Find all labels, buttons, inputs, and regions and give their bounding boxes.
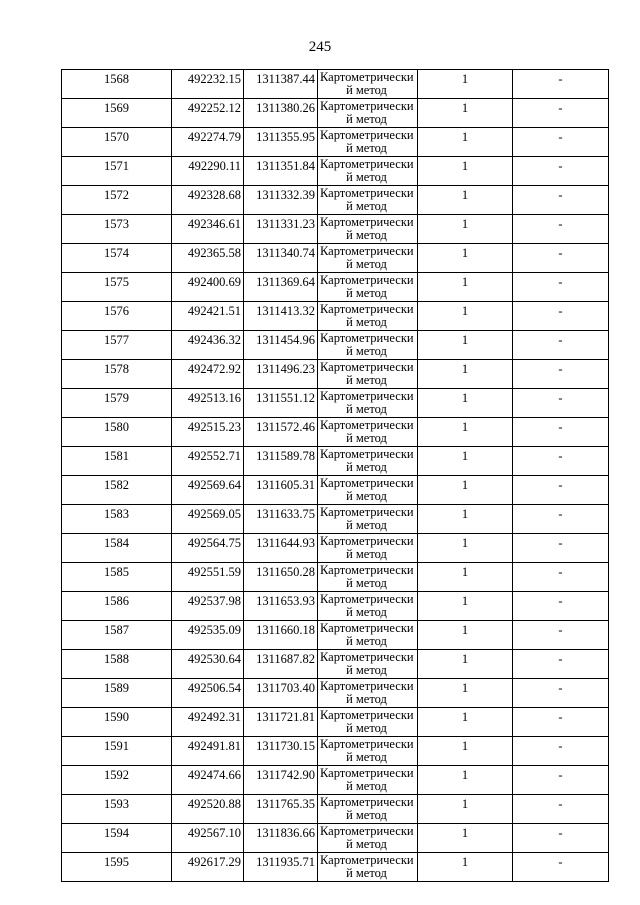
y-coordinate-cell: 1311454.96 xyxy=(244,331,318,360)
method-line-1: Картометрически xyxy=(320,737,414,751)
method-line-2: й метод xyxy=(346,112,387,126)
count-cell: 1 xyxy=(418,737,513,766)
method-line-1: Картометрически xyxy=(320,360,414,374)
method-line-1: Картометрически xyxy=(320,244,414,258)
method-line-2: й метод xyxy=(346,460,387,474)
point-number-cell: 1591 xyxy=(62,737,172,766)
point-number-cell: 1593 xyxy=(62,795,172,824)
method-line-2: й метод xyxy=(346,663,387,677)
note-cell: - xyxy=(513,331,609,360)
note-cell: - xyxy=(513,737,609,766)
method-line-1: Картометрически xyxy=(320,70,414,84)
x-coordinate-cell: 492569.05 xyxy=(172,505,244,534)
method-cell xyxy=(318,476,418,505)
method-line-2: й метод xyxy=(346,518,387,532)
point-number-cell: 1577 xyxy=(62,331,172,360)
method-line-1: Картометрически xyxy=(320,302,414,316)
method-line-1: Картометрически xyxy=(320,215,414,229)
method-line-2: й метод xyxy=(346,83,387,97)
point-number-cell: 1588 xyxy=(62,650,172,679)
y-coordinate-cell: 1311633.75 xyxy=(244,505,318,534)
method-line-2: й метод xyxy=(346,489,387,503)
method-line-2: й метод xyxy=(346,344,387,358)
y-coordinate-cell: 1311650.28 xyxy=(244,563,318,592)
point-number-cell: 1568 xyxy=(62,70,172,99)
x-coordinate-cell: 492551.59 xyxy=(172,563,244,592)
method-line-1: Картометрически xyxy=(320,795,414,809)
table-row xyxy=(62,592,609,621)
note-cell: - xyxy=(513,766,609,795)
count-cell: 1 xyxy=(418,186,513,215)
method-line-2: й метод xyxy=(346,315,387,329)
table-row xyxy=(62,737,609,766)
point-number-cell: 1574 xyxy=(62,244,172,273)
method-cell xyxy=(318,302,418,331)
note-cell: - xyxy=(513,795,609,824)
x-coordinate-cell: 492515.23 xyxy=(172,418,244,447)
y-coordinate-cell: 1311355.95 xyxy=(244,128,318,157)
method-line-2: й метод xyxy=(346,286,387,300)
table-row xyxy=(62,157,609,186)
table-row xyxy=(62,186,609,215)
method-line-1: Картометрически xyxy=(320,650,414,664)
y-coordinate-cell: 1311730.15 xyxy=(244,737,318,766)
table-row xyxy=(62,853,609,882)
y-coordinate-cell: 1311369.64 xyxy=(244,273,318,302)
note-cell: - xyxy=(513,563,609,592)
method-line-2: й метод xyxy=(346,141,387,155)
note-cell: - xyxy=(513,157,609,186)
point-number-cell: 1582 xyxy=(62,476,172,505)
x-coordinate-cell: 492506.54 xyxy=(172,679,244,708)
count-cell: 1 xyxy=(418,650,513,679)
y-coordinate-cell: 1311589.78 xyxy=(244,447,318,476)
note-cell: - xyxy=(513,650,609,679)
method-line-2: й метод xyxy=(346,721,387,735)
table-row xyxy=(62,70,609,99)
method-line-1: Картометрически xyxy=(320,766,414,780)
y-coordinate-cell: 1311653.93 xyxy=(244,592,318,621)
point-number-cell: 1572 xyxy=(62,186,172,215)
note-cell: - xyxy=(513,505,609,534)
note-cell: - xyxy=(513,592,609,621)
point-number-cell: 1585 xyxy=(62,563,172,592)
method-cell xyxy=(318,244,418,273)
method-cell xyxy=(318,766,418,795)
method-cell xyxy=(318,795,418,824)
method-cell xyxy=(318,650,418,679)
x-coordinate-cell: 492474.66 xyxy=(172,766,244,795)
table-row xyxy=(62,389,609,418)
point-number-cell: 1571 xyxy=(62,157,172,186)
method-line-2: й метод xyxy=(346,808,387,822)
page-number: 245 xyxy=(308,39,332,55)
x-coordinate-cell: 492569.64 xyxy=(172,476,244,505)
count-cell: 1 xyxy=(418,621,513,650)
y-coordinate-cell: 1311351.84 xyxy=(244,157,318,186)
x-coordinate-cell: 492346.61 xyxy=(172,215,244,244)
method-line-2: й метод xyxy=(346,402,387,416)
method-line-2: й метод xyxy=(346,170,387,184)
method-line-2: й метод xyxy=(346,750,387,764)
count-cell: 1 xyxy=(418,534,513,563)
method-line-1: Картометрически xyxy=(320,273,414,287)
count-cell: 1 xyxy=(418,563,513,592)
method-cell xyxy=(318,215,418,244)
note-cell: - xyxy=(513,853,609,882)
table-row xyxy=(62,708,609,737)
table-row xyxy=(62,795,609,824)
note-cell: - xyxy=(513,99,609,128)
count-cell: 1 xyxy=(418,708,513,737)
method-line-1: Картометрически xyxy=(320,128,414,142)
count-cell: 1 xyxy=(418,505,513,534)
y-coordinate-cell: 1311551.12 xyxy=(244,389,318,418)
method-line-1: Картометрически xyxy=(320,476,414,490)
point-number-cell: 1570 xyxy=(62,128,172,157)
point-number-cell: 1590 xyxy=(62,708,172,737)
point-number-cell: 1589 xyxy=(62,679,172,708)
table-row xyxy=(62,273,609,302)
method-line-2: й метод xyxy=(346,605,387,619)
point-number-cell: 1578 xyxy=(62,360,172,389)
method-line-2: й метод xyxy=(346,547,387,561)
count-cell: 1 xyxy=(418,99,513,128)
table-row xyxy=(62,331,609,360)
coordinates-table xyxy=(61,69,609,882)
method-cell xyxy=(318,186,418,215)
method-cell xyxy=(318,737,418,766)
x-coordinate-cell: 492617.29 xyxy=(172,853,244,882)
method-line-2: й метод xyxy=(346,228,387,242)
note-cell: - xyxy=(513,389,609,418)
note-cell: - xyxy=(513,128,609,157)
count-cell: 1 xyxy=(418,679,513,708)
x-coordinate-cell: 492274.79 xyxy=(172,128,244,157)
note-cell: - xyxy=(513,708,609,737)
count-cell: 1 xyxy=(418,244,513,273)
note-cell: - xyxy=(513,186,609,215)
table-body xyxy=(62,70,609,882)
y-coordinate-cell: 1311721.81 xyxy=(244,708,318,737)
method-line-2: й метод xyxy=(346,199,387,213)
y-coordinate-cell: 1311413.32 xyxy=(244,302,318,331)
method-line-2: й метод xyxy=(346,837,387,851)
method-line-1: Картометрически xyxy=(320,418,414,432)
count-cell: 1 xyxy=(418,360,513,389)
note-cell: - xyxy=(513,215,609,244)
method-cell xyxy=(318,157,418,186)
point-number-cell: 1575 xyxy=(62,273,172,302)
point-number-cell: 1576 xyxy=(62,302,172,331)
table-row xyxy=(62,534,609,563)
table-row xyxy=(62,505,609,534)
x-coordinate-cell: 492421.51 xyxy=(172,302,244,331)
point-number-cell: 1569 xyxy=(62,99,172,128)
count-cell: 1 xyxy=(418,273,513,302)
y-coordinate-cell: 1311387.44 xyxy=(244,70,318,99)
method-line-2: й метод xyxy=(346,431,387,445)
x-coordinate-cell: 492472.92 xyxy=(172,360,244,389)
method-cell xyxy=(318,592,418,621)
count-cell: 1 xyxy=(418,389,513,418)
table-row xyxy=(62,302,609,331)
y-coordinate-cell: 1311687.82 xyxy=(244,650,318,679)
y-coordinate-cell: 1311836.66 xyxy=(244,824,318,853)
count-cell: 1 xyxy=(418,824,513,853)
x-coordinate-cell: 492365.58 xyxy=(172,244,244,273)
method-line-2: й метод xyxy=(346,576,387,590)
x-coordinate-cell: 492552.71 xyxy=(172,447,244,476)
y-coordinate-cell: 1311742.90 xyxy=(244,766,318,795)
count-cell: 1 xyxy=(418,447,513,476)
table-row xyxy=(62,621,609,650)
method-line-1: Картометрически xyxy=(320,389,414,403)
count-cell: 1 xyxy=(418,128,513,157)
method-cell xyxy=(318,563,418,592)
note-cell: - xyxy=(513,679,609,708)
x-coordinate-cell: 492530.64 xyxy=(172,650,244,679)
count-cell: 1 xyxy=(418,70,513,99)
x-coordinate-cell: 492520.88 xyxy=(172,795,244,824)
count-cell: 1 xyxy=(418,766,513,795)
method-cell xyxy=(318,360,418,389)
table-row xyxy=(62,447,609,476)
x-coordinate-cell: 492491.81 xyxy=(172,737,244,766)
y-coordinate-cell: 1311703.40 xyxy=(244,679,318,708)
x-coordinate-cell: 492492.31 xyxy=(172,708,244,737)
x-coordinate-cell: 492513.16 xyxy=(172,389,244,418)
y-coordinate-cell: 1311765.35 xyxy=(244,795,318,824)
y-coordinate-cell: 1311340.74 xyxy=(244,244,318,273)
count-cell: 1 xyxy=(418,215,513,244)
method-line-1: Картометрически xyxy=(320,708,414,722)
count-cell: 1 xyxy=(418,331,513,360)
method-line-1: Картометрически xyxy=(320,99,414,113)
count-cell: 1 xyxy=(418,157,513,186)
method-line-1: Картометрически xyxy=(320,505,414,519)
method-line-1: Картометрически xyxy=(320,592,414,606)
count-cell: 1 xyxy=(418,592,513,621)
method-line-2: й метод xyxy=(346,373,387,387)
point-number-cell: 1584 xyxy=(62,534,172,563)
note-cell: - xyxy=(513,476,609,505)
table-row xyxy=(62,563,609,592)
method-line-1: Картометрически xyxy=(320,563,414,577)
x-coordinate-cell: 492328.68 xyxy=(172,186,244,215)
method-cell xyxy=(318,273,418,302)
method-cell xyxy=(318,389,418,418)
method-line-2: й метод xyxy=(346,257,387,271)
count-cell: 1 xyxy=(418,853,513,882)
x-coordinate-cell: 492535.09 xyxy=(172,621,244,650)
table-row xyxy=(62,360,609,389)
point-number-cell: 1583 xyxy=(62,505,172,534)
method-line-2: й метод xyxy=(346,692,387,706)
method-cell xyxy=(318,708,418,737)
note-cell: - xyxy=(513,244,609,273)
point-number-cell: 1573 xyxy=(62,215,172,244)
method-line-1: Картометрически xyxy=(320,157,414,171)
method-line-2: й метод xyxy=(346,866,387,880)
method-cell xyxy=(318,331,418,360)
x-coordinate-cell: 492537.98 xyxy=(172,592,244,621)
method-cell xyxy=(318,128,418,157)
y-coordinate-cell: 1311496.23 xyxy=(244,360,318,389)
point-number-cell: 1581 xyxy=(62,447,172,476)
y-coordinate-cell: 1311572.46 xyxy=(244,418,318,447)
note-cell: - xyxy=(513,360,609,389)
method-cell xyxy=(318,418,418,447)
table-row xyxy=(62,650,609,679)
point-number-cell: 1587 xyxy=(62,621,172,650)
method-line-1: Картометрически xyxy=(320,447,414,461)
y-coordinate-cell: 1311331.23 xyxy=(244,215,318,244)
x-coordinate-cell: 492252.12 xyxy=(172,99,244,128)
note-cell: - xyxy=(513,447,609,476)
point-number-cell: 1594 xyxy=(62,824,172,853)
x-coordinate-cell: 492567.10 xyxy=(172,824,244,853)
method-cell xyxy=(318,679,418,708)
x-coordinate-cell: 492400.69 xyxy=(172,273,244,302)
note-cell: - xyxy=(513,824,609,853)
x-coordinate-cell: 492564.75 xyxy=(172,534,244,563)
note-cell: - xyxy=(513,621,609,650)
y-coordinate-cell: 1311935.71 xyxy=(244,853,318,882)
point-number-cell: 1579 xyxy=(62,389,172,418)
note-cell: - xyxy=(513,70,609,99)
point-number-cell: 1580 xyxy=(62,418,172,447)
x-coordinate-cell: 492232.15 xyxy=(172,70,244,99)
count-cell: 1 xyxy=(418,418,513,447)
table-row xyxy=(62,99,609,128)
table-row xyxy=(62,476,609,505)
table-row xyxy=(62,418,609,447)
point-number-cell: 1592 xyxy=(62,766,172,795)
method-line-2: й метод xyxy=(346,779,387,793)
method-cell xyxy=(318,534,418,563)
method-line-1: Картометрически xyxy=(320,621,414,635)
y-coordinate-cell: 1311660.18 xyxy=(244,621,318,650)
table-row xyxy=(62,824,609,853)
note-cell: - xyxy=(513,273,609,302)
method-cell xyxy=(318,621,418,650)
table-row xyxy=(62,679,609,708)
method-line-1: Картометрически xyxy=(320,853,414,867)
table-row xyxy=(62,244,609,273)
x-coordinate-cell: 492290.11 xyxy=(172,157,244,186)
method-line-1: Картометрически xyxy=(320,331,414,345)
method-cell xyxy=(318,505,418,534)
table-row xyxy=(62,128,609,157)
y-coordinate-cell: 1311380.26 xyxy=(244,99,318,128)
point-number-cell: 1586 xyxy=(62,592,172,621)
method-line-1: Картометрически xyxy=(320,679,414,693)
x-coordinate-cell: 492436.32 xyxy=(172,331,244,360)
method-cell xyxy=(318,853,418,882)
method-cell xyxy=(318,447,418,476)
table-row xyxy=(62,215,609,244)
y-coordinate-cell: 1311605.31 xyxy=(244,476,318,505)
y-coordinate-cell: 1311644.93 xyxy=(244,534,318,563)
count-cell: 1 xyxy=(418,476,513,505)
table-row xyxy=(62,766,609,795)
method-cell xyxy=(318,824,418,853)
note-cell: - xyxy=(513,302,609,331)
count-cell: 1 xyxy=(418,302,513,331)
method-line-1: Картометрически xyxy=(320,534,414,548)
method-line-2: й метод xyxy=(346,634,387,648)
note-cell: - xyxy=(513,534,609,563)
method-cell xyxy=(318,70,418,99)
y-coordinate-cell: 1311332.39 xyxy=(244,186,318,215)
count-cell: 1 xyxy=(418,795,513,824)
note-cell: - xyxy=(513,418,609,447)
method-line-1: Картометрически xyxy=(320,824,414,838)
method-cell xyxy=(318,99,418,128)
point-number-cell: 1595 xyxy=(62,853,172,882)
method-line-1: Картометрически xyxy=(320,186,414,200)
